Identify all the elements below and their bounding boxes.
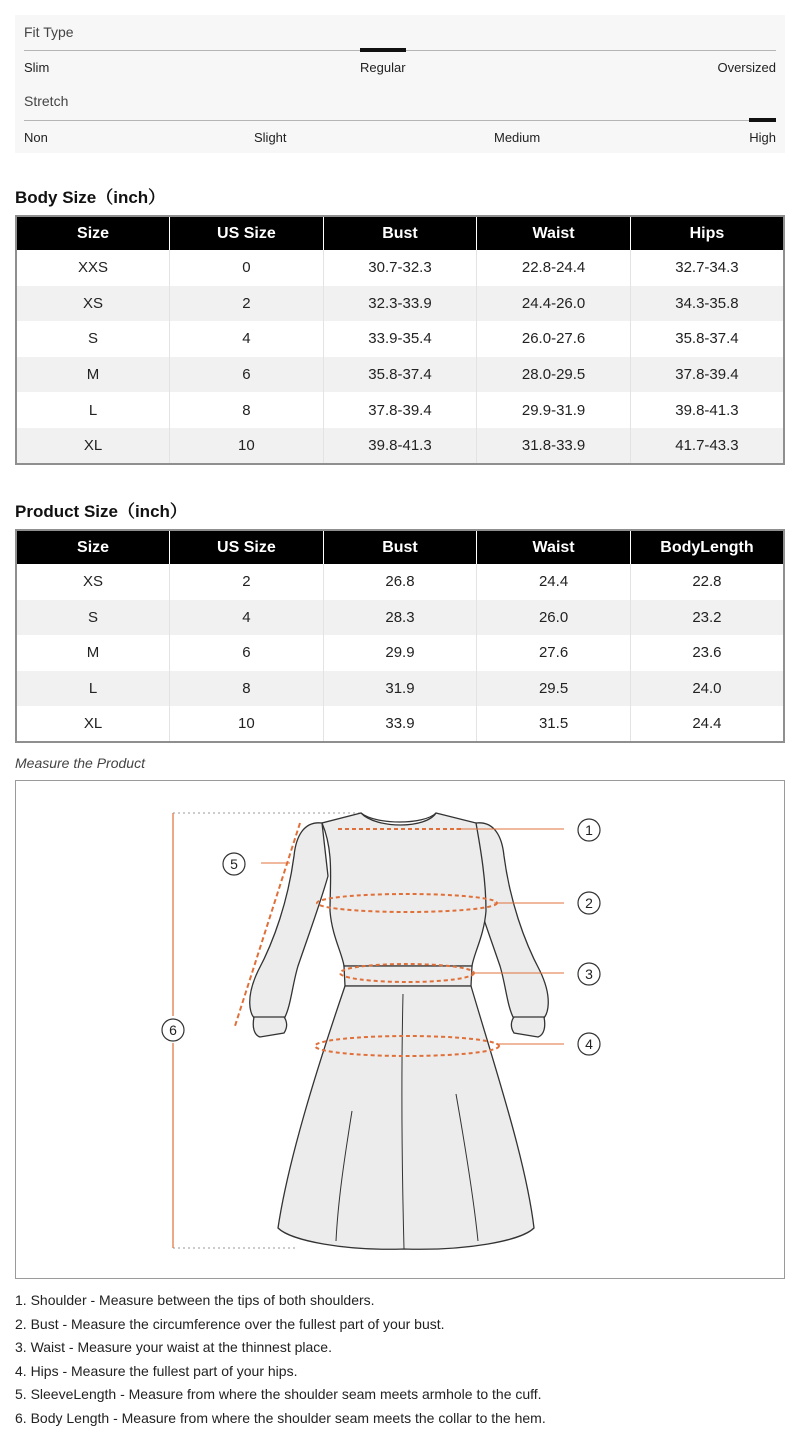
table-row bbox=[16, 671, 784, 707]
table-cell: M bbox=[16, 635, 170, 671]
stretch-scale bbox=[24, 120, 776, 121]
table-cell: 33.9 bbox=[323, 706, 477, 742]
table-cell: M bbox=[16, 357, 170, 393]
bodice bbox=[322, 813, 486, 966]
fit-option-oversized: Oversized bbox=[717, 60, 776, 75]
fit-type-title: Fit Type bbox=[24, 24, 74, 40]
table-row bbox=[16, 392, 784, 428]
note-body-length: 6. Body Length - Measure from where the shoulder seam meets the collar to the hem. bbox=[15, 1409, 546, 1426]
marker-4 bbox=[578, 1033, 600, 1055]
table-row bbox=[16, 600, 784, 636]
table-row bbox=[16, 564, 784, 600]
marker-2 bbox=[578, 892, 600, 914]
table-cell: 24.4-26.0 bbox=[477, 286, 631, 322]
table-cell: XS bbox=[16, 286, 170, 322]
svg-text:6: 6 bbox=[169, 1022, 177, 1038]
table-cell: 26.0-27.6 bbox=[477, 321, 631, 357]
table-cell: 34.3-35.8 bbox=[630, 286, 784, 322]
stretch-option-slight: Slight bbox=[254, 130, 287, 145]
table-cell: XXS bbox=[16, 250, 170, 286]
table-cell: 29.5 bbox=[477, 671, 631, 707]
table-row bbox=[16, 635, 784, 671]
table-cell: 10 bbox=[170, 706, 324, 742]
table-cell: L bbox=[16, 392, 170, 428]
measurement-notes bbox=[15, 1291, 785, 1432]
table-cell: 2 bbox=[170, 564, 324, 600]
column-header: US Size bbox=[170, 216, 324, 250]
table-cell: 31.9 bbox=[323, 671, 477, 707]
table-cell: 30.7-32.3 bbox=[323, 250, 477, 286]
table-cell: 27.6 bbox=[477, 635, 631, 671]
body-size-title: Body Size（inch） bbox=[15, 188, 166, 207]
table-cell: 35.8-37.4 bbox=[323, 357, 477, 393]
table-cell: 41.7-43.3 bbox=[630, 428, 784, 464]
svg-text:5: 5 bbox=[230, 856, 238, 872]
table-row bbox=[16, 250, 784, 286]
table-cell: 23.2 bbox=[630, 600, 784, 636]
table-cell: 6 bbox=[170, 635, 324, 671]
table-cell: 4 bbox=[170, 321, 324, 357]
stretch-option-high: High bbox=[749, 130, 776, 145]
note-waist: 3. Waist - Measure your waist at the thinnest place. bbox=[15, 1339, 332, 1355]
column-header: Bust bbox=[323, 216, 477, 250]
column-header: Size bbox=[16, 530, 170, 564]
product-size-title: Product Size（inch） bbox=[15, 502, 187, 521]
table-cell: 28.0-29.5 bbox=[477, 357, 631, 393]
note-sleeve-length: 5. SleeveLength - Measure from where the shoulder seam meets armhole to the cuff. bbox=[15, 1386, 542, 1402]
fit-option-regular: Regular bbox=[360, 60, 406, 75]
stretch-title: Stretch bbox=[24, 93, 69, 109]
stretch-option-medium: Medium bbox=[494, 130, 541, 145]
table-cell: 23.6 bbox=[692, 644, 722, 662]
fit-option-slim: Slim bbox=[24, 60, 50, 75]
table-row bbox=[16, 321, 784, 357]
table-cell: 10 bbox=[170, 428, 324, 464]
waistband bbox=[344, 966, 472, 986]
svg-text:3: 3 bbox=[585, 966, 593, 982]
table-cell: 28.3 bbox=[323, 600, 477, 636]
note-shoulder: 1. Shoulder - Measure between the tips of both shoulders. bbox=[15, 1292, 375, 1308]
table-cell: XL bbox=[16, 706, 170, 742]
measure-caption: Measure the Product bbox=[15, 755, 145, 771]
table-cell: 6 bbox=[170, 357, 324, 393]
table-cell: 33.9-35.4 bbox=[323, 321, 477, 357]
table-cell: 24.4 bbox=[477, 564, 631, 600]
table-cell: 26.8 bbox=[323, 564, 477, 600]
svg-text:4: 4 bbox=[585, 1036, 593, 1052]
dress-illustration bbox=[16, 781, 784, 1278]
table-cell: 39.8-41.3 bbox=[675, 401, 739, 419]
table-row bbox=[16, 286, 784, 322]
table-cell: 24.4 bbox=[692, 715, 722, 733]
note-bust: 2. Bust - Measure the circumference over the fullest part of your bust. bbox=[15, 1315, 445, 1332]
table-row bbox=[16, 706, 784, 742]
table-cell: 39.8-41.3 bbox=[323, 428, 477, 464]
column-header: Waist bbox=[477, 216, 631, 250]
fit-stretch-panel bbox=[15, 15, 785, 153]
table-cell: 24.0 bbox=[630, 671, 784, 707]
table-row bbox=[16, 357, 784, 393]
table-cell: 4 bbox=[170, 600, 324, 636]
table-row bbox=[16, 428, 784, 464]
table-cell: L bbox=[16, 671, 170, 707]
table-cell: 8 bbox=[170, 671, 324, 707]
product-size-table bbox=[15, 529, 785, 743]
table-cell: 2 bbox=[170, 286, 324, 322]
column-header: US Size bbox=[170, 530, 324, 564]
stretch-selected-marker bbox=[749, 118, 776, 122]
note-hips: 4. Hips - Measure the fullest part of your hips. bbox=[15, 1362, 298, 1379]
column-header: Bust bbox=[323, 530, 477, 564]
svg-text:1: 1 bbox=[585, 822, 593, 838]
right-cuff bbox=[511, 1017, 544, 1037]
measure-diagram bbox=[15, 780, 785, 1279]
column-header: BodyLength bbox=[630, 530, 784, 564]
table-header-row bbox=[16, 216, 784, 250]
table-cell: 32.3-33.9 bbox=[323, 286, 477, 322]
table-cell: 37.8-39.4 bbox=[630, 357, 784, 393]
left-sleeve bbox=[250, 823, 328, 1021]
body-size-table bbox=[15, 215, 785, 465]
fit-type-selected-marker bbox=[360, 48, 406, 52]
table-cell: 26.0 bbox=[477, 600, 631, 636]
table-cell: 32.7-34.3 bbox=[675, 259, 739, 277]
table-cell: S bbox=[16, 321, 170, 357]
marker-6 bbox=[162, 1019, 184, 1041]
left-cuff bbox=[253, 1017, 286, 1037]
column-header: Hips bbox=[630, 216, 784, 250]
table-cell: 31.8-33.9 bbox=[477, 428, 631, 464]
svg-text:2: 2 bbox=[585, 895, 593, 911]
marker-1 bbox=[578, 819, 600, 841]
table-cell: 22.8-24.4 bbox=[477, 250, 631, 286]
marker-5 bbox=[223, 853, 245, 875]
marker-3 bbox=[578, 963, 600, 985]
table-cell: XL bbox=[16, 428, 170, 464]
table-header-row bbox=[16, 530, 784, 564]
table-cell: 37.8-39.4 bbox=[323, 392, 477, 428]
table-cell: XS bbox=[16, 564, 170, 600]
table-cell: 29.9 bbox=[323, 635, 477, 671]
table-cell: S bbox=[16, 600, 170, 636]
table-cell: 35.8-37.4 bbox=[675, 330, 739, 348]
skirt bbox=[278, 986, 534, 1249]
column-header: Size bbox=[16, 216, 170, 250]
table-cell: 0 bbox=[170, 250, 324, 286]
table-cell: 29.9-31.9 bbox=[477, 392, 631, 428]
table-cell: 8 bbox=[170, 392, 324, 428]
stretch-option-non: Non bbox=[24, 130, 48, 145]
table-cell: 31.5 bbox=[477, 706, 631, 742]
table-cell: 22.8 bbox=[692, 573, 722, 591]
column-header: Waist bbox=[477, 530, 631, 564]
